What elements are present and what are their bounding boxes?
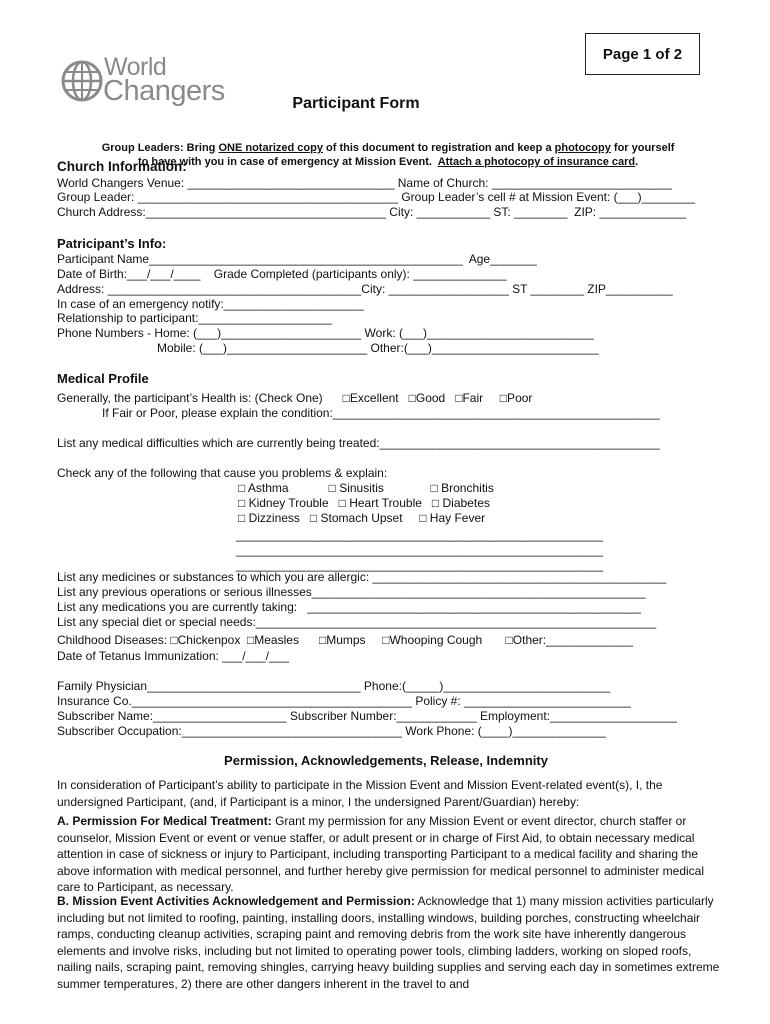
instr-underline-3: Attach a photocopy of insurance card [437, 156, 636, 168]
conditions-explain-line[interactable]: _______________________________________________________ [236, 528, 604, 542]
instr-text: for yourself [610, 142, 675, 154]
participant-heading: Patricipant’s Info: [57, 236, 167, 251]
church-address-field[interactable]: Church Address:____________________________________ City: ___________ ST: ________ ZIP: _____________ [57, 205, 687, 219]
phone-home-field[interactable]: Phone Numbers - Home: (___)_____________________ Work: (___)_________________________ [57, 326, 594, 340]
health-explain-field[interactable]: If Fair or Poor, please explain the condition:_________________________________________________ [102, 406, 660, 420]
section-a-text: Grant my permission for any Mission Event or event director, church staffer or counselor, Mission Event or event or venue staffer, or adult present or in charge of First Aid, to obtain necessary medical attention in case of sickness or injury to Participant, including transporting Participant to a medical facility and sharing the above information with medical personnel, and further hereby give permission for medical personnel to administer medical care to Participant, as necessary. [57, 814, 704, 894]
special-diet-field[interactable]: List any special diet or special needs:____________________________________________________________ [57, 615, 657, 629]
permission-medical-treatment [57, 813, 720, 896]
page-label: Page 1 of 2 [585, 33, 700, 75]
tetanus-date-field[interactable]: Date of Tetanus Immunization: ___/___/___ [57, 649, 289, 663]
section-a-title: A. Permission For Medical Treatment: [57, 814, 272, 828]
health-check[interactable]: Generally, the participant’s Health is: (Check One) □Excellent □Good □Fair □Poor [57, 391, 533, 405]
conditions-prompt: Check any of the following that cause you problems & explain: [57, 466, 388, 480]
conditions-row-1[interactable]: □ Asthma □ Sinusitis □ Bronchitis [238, 481, 494, 495]
instr-text: Group Leaders: Bring [101, 142, 219, 154]
section-b-title: B. Mission Event Activities Acknowledgement and Permission: [57, 894, 415, 908]
instr-text: . [635, 156, 639, 168]
occupation-field[interactable]: Subscriber Occupation:_________________________________ Work Phone: (____)______________ [57, 724, 606, 738]
instr-underline-2: photocopy [554, 142, 611, 154]
conditions-explain-line[interactable]: _______________________________________________________ [236, 543, 604, 557]
conditions-row-2[interactable]: □ Kidney Trouble □ Heart Trouble □ Diabetes [238, 496, 490, 510]
operations-field[interactable]: List any previous operations or serious illnesses__________________________________________________ [57, 585, 646, 599]
phone-mobile-field[interactable]: Mobile: (___)_____________________ Other:(___)_________________________ [157, 341, 599, 355]
participant-address-field[interactable]: Address: ______________________________________City: __________________ ST ________ ZIP__________ [57, 282, 673, 296]
participant-name-field[interactable]: Participant Name_______________________________________________ Age_______ [57, 252, 537, 266]
dob-text: Date of Birth:___/___/____ Grade Completed (participants only): ______________ [57, 267, 507, 281]
medical-difficulties-field[interactable]: List any medical difficulties which are currently being treated:__________________________________________ [57, 436, 660, 450]
subscriber-field[interactable]: Subscriber Name:____________________ Subscriber Number:____________ Employment:___________________ [57, 709, 677, 723]
instr-underline-1: ONE notarized copy [218, 142, 323, 154]
allergies-field[interactable]: List any medicines or substances to which you are allergic: ____________________________________________ [57, 570, 667, 584]
relationship-field[interactable]: Relationship to participant:____________________ [57, 311, 332, 325]
insurance-field[interactable]: Insurance Co.__________________________________________ Policy #: _________________________ [57, 694, 631, 708]
emergency-contact-field[interactable]: In case of an emergency notify:_____________________ [57, 297, 364, 311]
conditions-explain-line[interactable]: _______________________________________________________ [236, 558, 604, 572]
section-b-text: Acknowledge that 1) many mission activities particularly including but not limited to roofing, painting, installing doors, installing windows, building porches, constructing wheelchair ramps, conducting cleanup activities, scraping paint and removing debris from the work site have inherently dangerous elements and involve risks, including but not limited to operating power tools, climbing ladders, working on sloped roofs, nailing nails, scraping paint, removing shingles, carrying heavy building supplies and serving each day in sometimes extreme summer temperatures, 2) there are other dangers inherent in the travel to and [57, 894, 720, 991]
group-leader-field[interactable]: Group Leader: _______________________________________ Group Leader’s cell # at Mission Event: (___)________ [57, 190, 696, 204]
instr-text: of this document to registration and keep a [322, 142, 555, 154]
childhood-diseases-check[interactable]: Childhood Diseases: □Chickenpox □Measles □Mumps □Whooping Cough □Other:_____________ [57, 633, 633, 647]
permission-heading: Permission, Acknowledgements, Release, Indemnity [224, 753, 548, 768]
church-heading: Church Information: [57, 159, 187, 174]
logo-text-changers: Changers [103, 75, 225, 107]
church-venue-field[interactable]: World Changers Venue: _______________________________ Name of Church: ___________________________ [57, 176, 672, 190]
instr-text: to have with you in case of emergency at Mission Event. [137, 156, 438, 168]
dob-grade-field[interactable] [57, 267, 507, 282]
medical-heading: Medical Profile [57, 371, 149, 386]
medications-field[interactable]: List any medications you are currently taking: __________________________________________________ [57, 600, 641, 614]
permission-activities [57, 893, 720, 992]
conditions-row-3[interactable]: □ Dizziness □ Stomach Upset □ Hay Fever [238, 511, 486, 525]
permission-intro: In consideration of Participant’s ability to participate in the Mission Event and Mission Event-related event(s), I, the undersigned Participant, (and, if Participant is a minor, I the undersigned Parent/Guardian) hereby: [57, 778, 663, 809]
logo-text-world: World [104, 53, 167, 81]
form-title: Participant Form [292, 95, 420, 112]
physician-field[interactable]: Family Physician________________________________ Phone:(_____)_________________________ [57, 679, 611, 693]
